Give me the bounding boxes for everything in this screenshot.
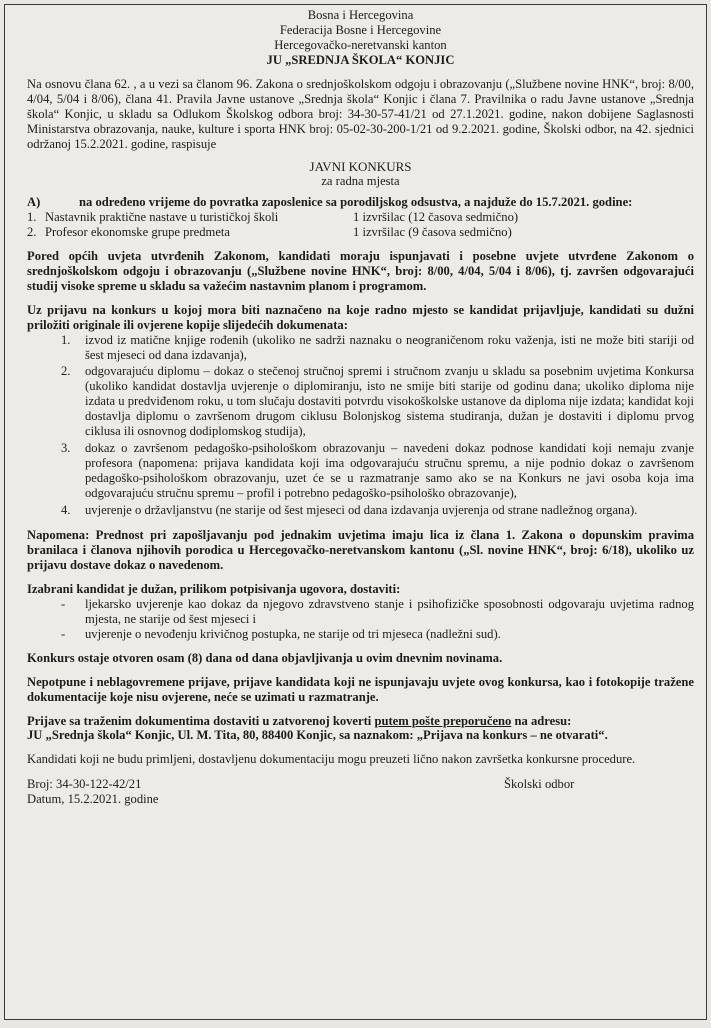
position-executors: 1 izvršilac (12 časova sedmično) xyxy=(353,210,519,225)
selected-item xyxy=(27,597,694,627)
submission-instructions xyxy=(27,714,694,729)
selected-text: uvjerenje o nevođenju krivičnog postupka, ne starije od tri mjeseca (nadležni sud). xyxy=(85,626,501,641)
header-country: Bosna i Hercegovina xyxy=(307,8,414,22)
selected-text: ljekarsko uvjerenje kao dokaz da njegovo zdravstveno stanje i psihofizičke sposobnosti odgovaraju uvjetima radnog mjesta, ne starije od šest mjeseci i xyxy=(85,597,694,626)
positions-list xyxy=(27,210,694,240)
document-text: dokaz o završenom pedagoško-psihološkom obrazovanju – navedeni dokaz podnose kandidati koji nemaju zvanje profesora (napomena: prijava kandidata koji ima odgovarajuću stručnu spremu, a nije podnio dokaz o završenom pedagoško-psihološkom obrazovanju, uzet će se u razmatranje samo ako se na Konkurs ne javi osoba koja ima odgovarajuću stručnu spremu – profil i potrebno pedagoško-psihološko obrazovanje), xyxy=(85,440,694,500)
reference-number: Broj: 34-30-122-42/21 xyxy=(27,777,142,792)
signatory: Školski odbor xyxy=(504,777,575,792)
document-subtitle: za radna mjesta xyxy=(321,174,400,189)
document-number: 2. xyxy=(61,364,71,379)
section-a-label: A) xyxy=(27,195,41,210)
general-conditions: Pored općih uvjeta utvrđenih Zakonom, kandidati moraju ispunjavati i posebne uvjete utvrđene Zakonom o srednjoškolskom odgoju i obrazovanju („Službene novine HNK“, broj: 8/00, 4/04, 5/04 i 8/06), tj. završen odgovarajući studij visoke spreme u skladu sa važećim nastavnim planom i programom. xyxy=(27,249,694,293)
incomplete-applications: Nepotpune i neblagovremene prijave, prijave kandidata koji ne ispunjavaju uvjete ovog konkursa, kao i fotokopije tražene dokumentacije koje nisu ovjerene, neće se uzimati u razmatranje. xyxy=(27,674,694,704)
submission-method: putem pošte preporučeno xyxy=(374,713,512,728)
document-number: 3. xyxy=(61,440,71,455)
position-executors: 1 izvršilac (9 časova sedmično) xyxy=(353,225,512,240)
position-name: Profesor ekonomske grupe predmeta xyxy=(45,225,231,240)
selected-intro: Izabrani kandidat je dužan, prilikom potpisivanja ugovora, dostaviti: xyxy=(27,582,401,597)
document-number: 4. xyxy=(61,502,71,517)
list-dash: - xyxy=(61,626,66,641)
open-period: Konkurs ostaje otvoren osam (8) dana od dana objavljivanja u ovim dnevnim novinama. xyxy=(27,650,503,665)
section-a-text: na određeno vrijeme do povratka zaposlenice sa porodiljskog odsustva, a najduže do 15.7.2021. godine: xyxy=(79,195,633,210)
documents-list xyxy=(27,333,694,518)
position-row xyxy=(27,225,694,240)
submission-text-end: na adresu: xyxy=(511,713,572,728)
position-number: 1. xyxy=(27,210,37,225)
submission-address: JU „Srednja škola“ Konjic, Ul. M. Tita, 80, 88400 Konjic, sa naznakom: „Prijava na konkurs – ne otvarati“. xyxy=(27,728,608,743)
position-number: 2. xyxy=(27,225,37,240)
documents-intro: Uz prijavu na konkurs u kojoj mora biti naznačeno na koje radno mjesto se kandidat prijavljuje, kandidati su dužni priložiti originale ili ovjerene kopije slijedećih dokumenata: xyxy=(27,302,694,332)
document-item xyxy=(27,441,694,501)
header-canton: Hercegovačko-neretvanski kanton xyxy=(274,38,447,52)
document-text: izvod iz matične knjige rođenih (ukoliko ne sadrži naznaku o neograničenom roku važenja, isti ne može biti stariji od šest mjeseci od dana izdavanja), xyxy=(85,332,694,362)
position-name: Nastavnik praktične nastave u turističkoj školi xyxy=(45,210,279,225)
document-item xyxy=(27,364,694,439)
note-paragraph: Napomena: Prednost pri zapošljavanju pod jednakim uvjetima imaju lica iz člana 1. Zakona o dopunskim pravima branilaca i članova njihovih porodica u Hercegovačko-neretvanskom kantonu („Sl. novine HNK“, broj: 6/18), ukoliko uz prijavu dostave dokaz o navedenom. xyxy=(27,528,694,573)
closing-paragraph: Kandidati koji ne budu primljeni, dostavljenu dokumentaciju mogu preuzeti lično nakon završetka konkursne procedure. xyxy=(27,752,636,767)
header-school: JU „SREDNJA ŠKOLA“ KONJIC xyxy=(266,53,455,67)
selected-item xyxy=(27,627,694,642)
document-header xyxy=(27,8,694,68)
document-title: JAVNI KONKURS xyxy=(309,158,412,174)
header-federation: Federacija Bosne i Hercegovine xyxy=(279,23,442,37)
document-text: odgovarajuću diplomu – dokaz o stečenoj stručnoj spremi i stručnom zvanju u skladu sa posebnim uvjetima Konkursa (ukoliko kandidat dostavlja uvjerenje o diplomiranju, isto ne smije biti starije od godinu dana; ukoliko diploma nije izdata u predviđenom roku, u tom slučaju dostaviti potvrdu visokoškolske ustanove da diploma nije izdata; kandidat koji dostavlja diplomu o završenom drugom ciklusu Bolonjskog sistema studiranja, dužan je dostaviti i diplomu prvog ciklusa ili osnovnog dodiplomskog studija), xyxy=(85,364,694,439)
document-page xyxy=(4,4,707,1020)
print-bleed-through xyxy=(548,885,698,955)
document-text: uvjerenje o državljanstvu (ne starije od šest mjeseci od dana izdavanja uvjerenja od strane nadležnog organa). xyxy=(85,502,638,517)
document-item xyxy=(27,503,694,518)
intro-paragraph: Na osnovu člana 62. , a u vezi sa članom 96. Zakona o srednjoškolskom odgoju i obrazovanju („Službene novine HNK“, broj: 8/00, 4/04, 5/04 i 8/06), člana 41. Pravila Javne ustanove „Srednja škola“ Konjic i člana 7. Pravilnika o radu Javne ustanove „Srednja škola“ Konjic, u skladu sa Odlukom Školskog odbora broj: 34-30-57-41/21 od 27.1.2021. godine, nakon dobijene Saglasnosti Ministarstva obrazovanja, nauke, kulture i sporta HNK broj: 05-02-30-200-1/21 od 9.2.2021. godine, Školski odbor, na 42. sjednici održanoj 15.2.2021. godine, raspisuje xyxy=(27,77,694,151)
signature-block xyxy=(27,777,694,807)
list-dash: - xyxy=(61,597,66,612)
submission-text: Prijave sa traženim dokumentima dostaviti u zatvorenoj koverti xyxy=(27,713,375,728)
document-item xyxy=(27,333,694,363)
position-row xyxy=(27,210,694,225)
document-date: Datum, 15.2.2021. godine xyxy=(27,792,159,807)
selected-list xyxy=(27,597,694,642)
section-a xyxy=(27,195,694,210)
document-number: 1. xyxy=(61,332,71,347)
